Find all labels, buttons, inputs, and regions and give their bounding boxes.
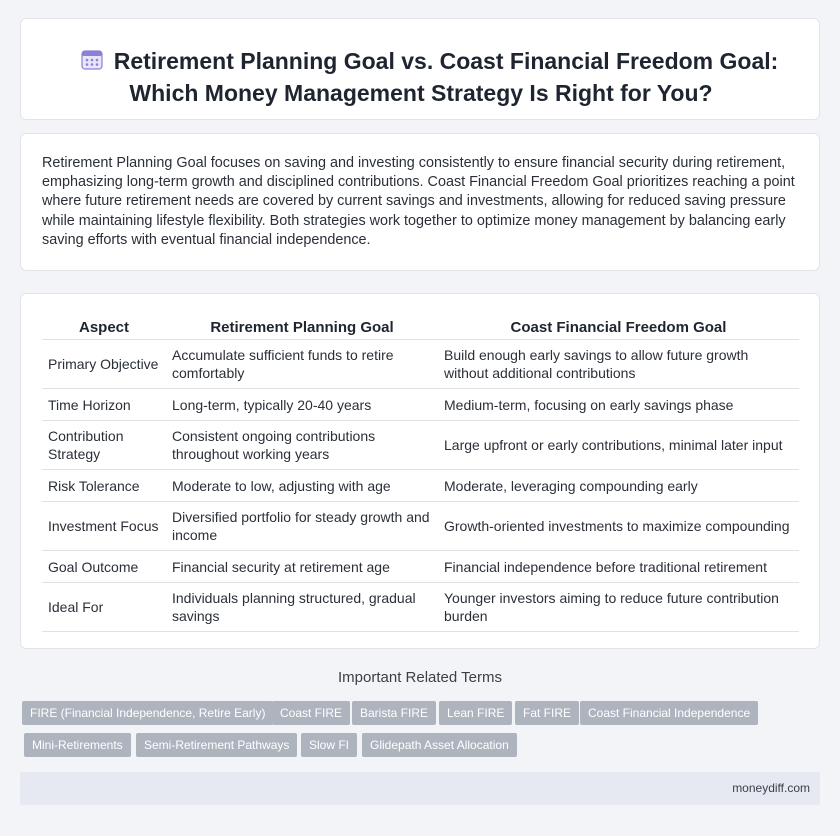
tag-mini-retirements[interactable]: Mini-Retirements	[24, 733, 131, 757]
tag-semi-retirement-pathways[interactable]: Semi-Retirement Pathways	[136, 733, 297, 757]
tag-glidepath-asset-allocation[interactable]: Glidepath Asset Allocation	[362, 733, 517, 757]
table-cell: Primary Objective	[42, 340, 166, 389]
title-line-2: Which Money Management Strategy Is Right for You?	[129, 80, 713, 106]
table-row	[42, 340, 799, 389]
table-cell: Build enough early savings to allow future growth without additional contributions	[438, 340, 799, 389]
comparison-table	[42, 315, 799, 632]
table-cell: Growth-oriented investments to maximize compounding	[438, 502, 799, 551]
column-header-retirement: Retirement Planning Goal	[166, 315, 438, 340]
footer-site[interactable]: moneydiff.com	[732, 781, 810, 795]
table-row	[42, 389, 799, 421]
tag-lean-fire[interactable]: Lean FIRE	[439, 701, 512, 725]
tag-coast-financial-independence[interactable]: Coast Financial Independence	[580, 701, 758, 725]
table-cell: Financial security at retirement age	[166, 551, 438, 583]
table-cell: Contribution Strategy	[42, 421, 166, 470]
table-cell: Ideal For	[42, 583, 166, 632]
tag-coast-fire[interactable]: Coast FIRE	[272, 701, 350, 725]
table-cell: Investment Focus	[42, 502, 166, 551]
table-cell: Financial independence before traditional retirement	[438, 551, 799, 583]
table-cell: Time Horizon	[42, 389, 166, 421]
table-cell: Younger investors aiming to reduce future contribution burden	[438, 583, 799, 632]
tag-fat-fire[interactable]: Fat FIRE	[515, 701, 579, 725]
table-cell: Medium-term, focusing on early savings phase	[438, 389, 799, 421]
table-cell: Moderate to low, adjusting with age	[166, 470, 438, 502]
intro-card	[20, 133, 820, 271]
page-title	[21, 45, 821, 109]
table-cell: Goal Outcome	[42, 551, 166, 583]
related-terms-title: Important Related Terms	[338, 669, 502, 686]
title-card	[20, 18, 820, 120]
table-row	[42, 421, 799, 470]
tag-slow-fi[interactable]: Slow FI	[301, 733, 357, 757]
table-header-row	[42, 315, 799, 340]
title-line-1: Retirement Planning Goal vs. Coast Financial Freedom Goal:	[113, 48, 779, 74]
table-row	[42, 502, 799, 551]
table-cell: Risk Tolerance	[42, 470, 166, 502]
table-cell: Long-term, typically 20-40 years	[166, 389, 438, 421]
table-cell: Accumulate sufficient funds to retire comfortably	[166, 340, 438, 389]
table-cell: Large upfront or early contributions, minimal later input	[438, 421, 799, 470]
table-row	[42, 583, 799, 632]
table-row	[42, 470, 799, 502]
column-header-coast: Coast Financial Freedom Goal	[438, 315, 799, 340]
table-cell: Individuals planning structured, gradual savings	[166, 583, 438, 632]
tag-fire[interactable]: FIRE (Financial Independence, Retire Early)	[22, 701, 273, 725]
column-header-aspect: Aspect	[42, 315, 166, 340]
intro-text: Retirement Planning Goal focuses on saving and investing consistently to ensure financial security during retirement, emphasizing long-term growth and disciplined contributions. Coast Financial Freedom Goal prioritizes reaching a point where future retirement needs are covered by current savings and investments, allowing for reduced saving pressure while maintaining lifestyle flexibility. Both strategies work together to optimize money management by balancing early saving efforts with eventual financial independence.	[42, 155, 795, 248]
footer	[20, 772, 820, 805]
table-cell: Diversified portfolio for steady growth and income	[166, 502, 438, 551]
table-cell: Consistent ongoing contributions throughout working years	[166, 421, 438, 470]
comparison-card	[20, 293, 820, 649]
table-cell: Moderate, leveraging compounding early	[438, 470, 799, 502]
tag-barista-fire[interactable]: Barista FIRE	[352, 701, 436, 725]
table-row	[42, 551, 799, 583]
